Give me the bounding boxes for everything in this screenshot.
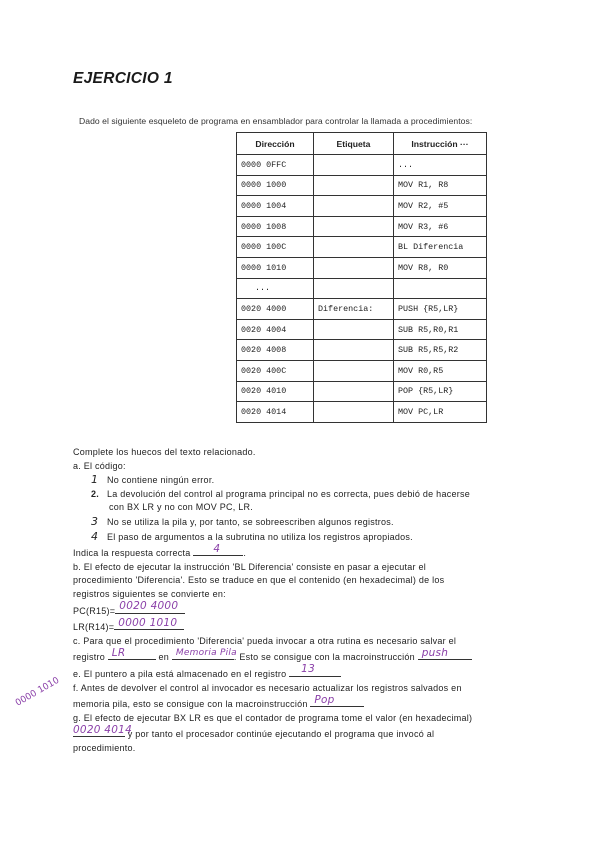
cell-address: 0020 400C xyxy=(237,360,314,381)
g-value: 0020 4014 xyxy=(73,723,133,736)
cell-label xyxy=(314,340,394,361)
question-g-1: g. El efecto de ejecutar BX LR es que el contador de programa tome el valor (en hexadecimal) xyxy=(73,712,473,723)
exercise-title: EJERCICIO 1 xyxy=(73,70,173,87)
question-c-1: c. Para que el procedimiento 'Diferencia' pueda invocar a otra rutina es necesario salvar el xyxy=(73,635,457,646)
margin-note: 0000 1010 xyxy=(14,675,62,709)
question-f-1: f. Antes de devolver el control al invocador es necesario actualizar los registros salvados en xyxy=(73,682,462,693)
intro-text: Dado el siguiente esqueleto de programa en ensamblador para controlar la llamada a procedimientos: xyxy=(79,116,473,126)
cell-instruction: MOV R1, R8 xyxy=(394,175,487,196)
header-direccion: Dirección xyxy=(237,133,314,155)
cell-address: ... xyxy=(237,278,314,299)
table-row xyxy=(237,299,487,320)
table-row xyxy=(237,340,487,361)
answer-a-value: 4 xyxy=(213,542,221,555)
question-a: a. El código: xyxy=(73,460,126,471)
cell-address: 0000 1004 xyxy=(237,196,314,217)
cell-label xyxy=(314,175,394,196)
table-row xyxy=(237,381,487,402)
question-g-2: 0020 4014 y por tanto el procesador continúe ejecutando el programa que invocó al xyxy=(73,723,435,740)
cell-label xyxy=(314,216,394,237)
lr-line: LR(R14)= 0000 1010 xyxy=(73,618,533,635)
lr-value: 0000 1010 xyxy=(118,616,178,629)
cell-address: 0000 100C xyxy=(237,237,314,258)
program-table xyxy=(236,132,487,423)
question-g-3: procedimiento. xyxy=(73,742,136,753)
table-row xyxy=(237,319,487,340)
cell-instruction xyxy=(394,278,487,299)
pc-value: 0020 4000 xyxy=(119,599,179,612)
cell-instruction: MOV R3, #6 xyxy=(394,216,487,237)
pc-line: PC(R15)= 0020 4000 xyxy=(73,602,533,619)
c-macro-value: push xyxy=(421,646,449,659)
header-etiqueta: Etiqueta xyxy=(314,133,394,155)
question-f-2: memoria pila, esto se consigue con la macroinstrucción Pop xyxy=(73,695,533,712)
cell-label xyxy=(314,257,394,278)
cell-instruction: MOV R2, #5 xyxy=(394,196,487,217)
table-row xyxy=(237,175,487,196)
f-value: Pop xyxy=(314,693,335,706)
c-register-value: LR xyxy=(111,646,126,659)
table-header-row xyxy=(237,133,487,155)
answer-a-line: Indica la respuesta correcta 4 . xyxy=(73,542,247,559)
cell-address: 0020 4014 xyxy=(237,402,314,423)
table-row xyxy=(237,402,487,423)
cell-instruction: MOV PC,LR xyxy=(394,402,487,423)
question-c-2: registro LR en Memoria Pila . Esto se consigue con la macroinstrucción push xyxy=(73,648,533,665)
option-4: 4 El paso de argumentos a la subrutina no utiliza los registros apropiados. xyxy=(91,529,413,543)
question-e: e. El puntero a pila está almacenado en el registro 13 xyxy=(73,665,533,682)
cell-instruction: POP {R5,LR} xyxy=(394,381,487,402)
question-b-3: registros siguientes se convierte en: xyxy=(73,588,226,599)
cell-address: 0000 1000 xyxy=(237,175,314,196)
table-row xyxy=(237,360,487,381)
cell-label: Diferencia: xyxy=(314,299,394,320)
cell-instruction: SUB R5,R0,R1 xyxy=(394,319,487,340)
cell-label xyxy=(314,360,394,381)
cell-address: 0000 1010 xyxy=(237,257,314,278)
table-row xyxy=(237,216,487,237)
question-b-1: b. El efecto de ejecutar la instrucción 'BL Diferencia' consiste en pasar a ejecutar el xyxy=(73,561,427,572)
cell-address: 0020 4004 xyxy=(237,319,314,340)
cell-label xyxy=(314,155,394,176)
cell-instruction: MOV R8, R0 xyxy=(394,257,487,278)
cell-label xyxy=(314,402,394,423)
option-2-cont: con BX LR y no con MOV PC, LR. xyxy=(109,502,254,513)
option-3: 3 No se utiliza la pila y, por tanto, se sobreescriben algunos registros. xyxy=(91,514,394,528)
cell-label xyxy=(314,196,394,217)
cell-address: 0000 0FFC xyxy=(237,155,314,176)
question-b-2: procedimiento 'Diferencia'. Esto se traduce en que el contenido (en hexadecimal) de los xyxy=(73,575,445,586)
cell-address: 0020 4000 xyxy=(237,299,314,320)
cell-address: 0000 1008 xyxy=(237,216,314,237)
cell-label xyxy=(314,237,394,258)
table-row xyxy=(237,196,487,217)
c-location-value: Memoria Pila xyxy=(175,647,237,658)
cell-label xyxy=(314,381,394,402)
cell-label xyxy=(314,278,394,299)
cell-label xyxy=(314,319,394,340)
table-row xyxy=(237,237,487,258)
cell-instruction: BL Diferencia xyxy=(394,237,487,258)
instructions-line: Complete los huecos del texto relacionado. xyxy=(73,447,256,457)
cell-instruction: ... xyxy=(394,155,487,176)
cell-instruction: PUSH {R5,LR} xyxy=(394,299,487,320)
questions-text xyxy=(73,446,533,755)
option-1: 1 No contiene ningún error. xyxy=(91,473,215,487)
cell-instruction: MOV R0,R5 xyxy=(394,360,487,381)
option-2: 2. La devolución del control al programa principal no es correcta, pues debió de hacerse xyxy=(91,488,470,499)
table-row xyxy=(237,278,487,299)
table-row xyxy=(237,155,487,176)
e-value: 13 xyxy=(301,663,316,676)
table-row xyxy=(237,257,487,278)
cell-address: 0020 4008 xyxy=(237,340,314,361)
header-instruccion: Instrucción ··· xyxy=(394,133,487,155)
cell-address: 0020 4010 xyxy=(237,381,314,402)
cell-instruction: SUB R5,R5,R2 xyxy=(394,340,487,361)
